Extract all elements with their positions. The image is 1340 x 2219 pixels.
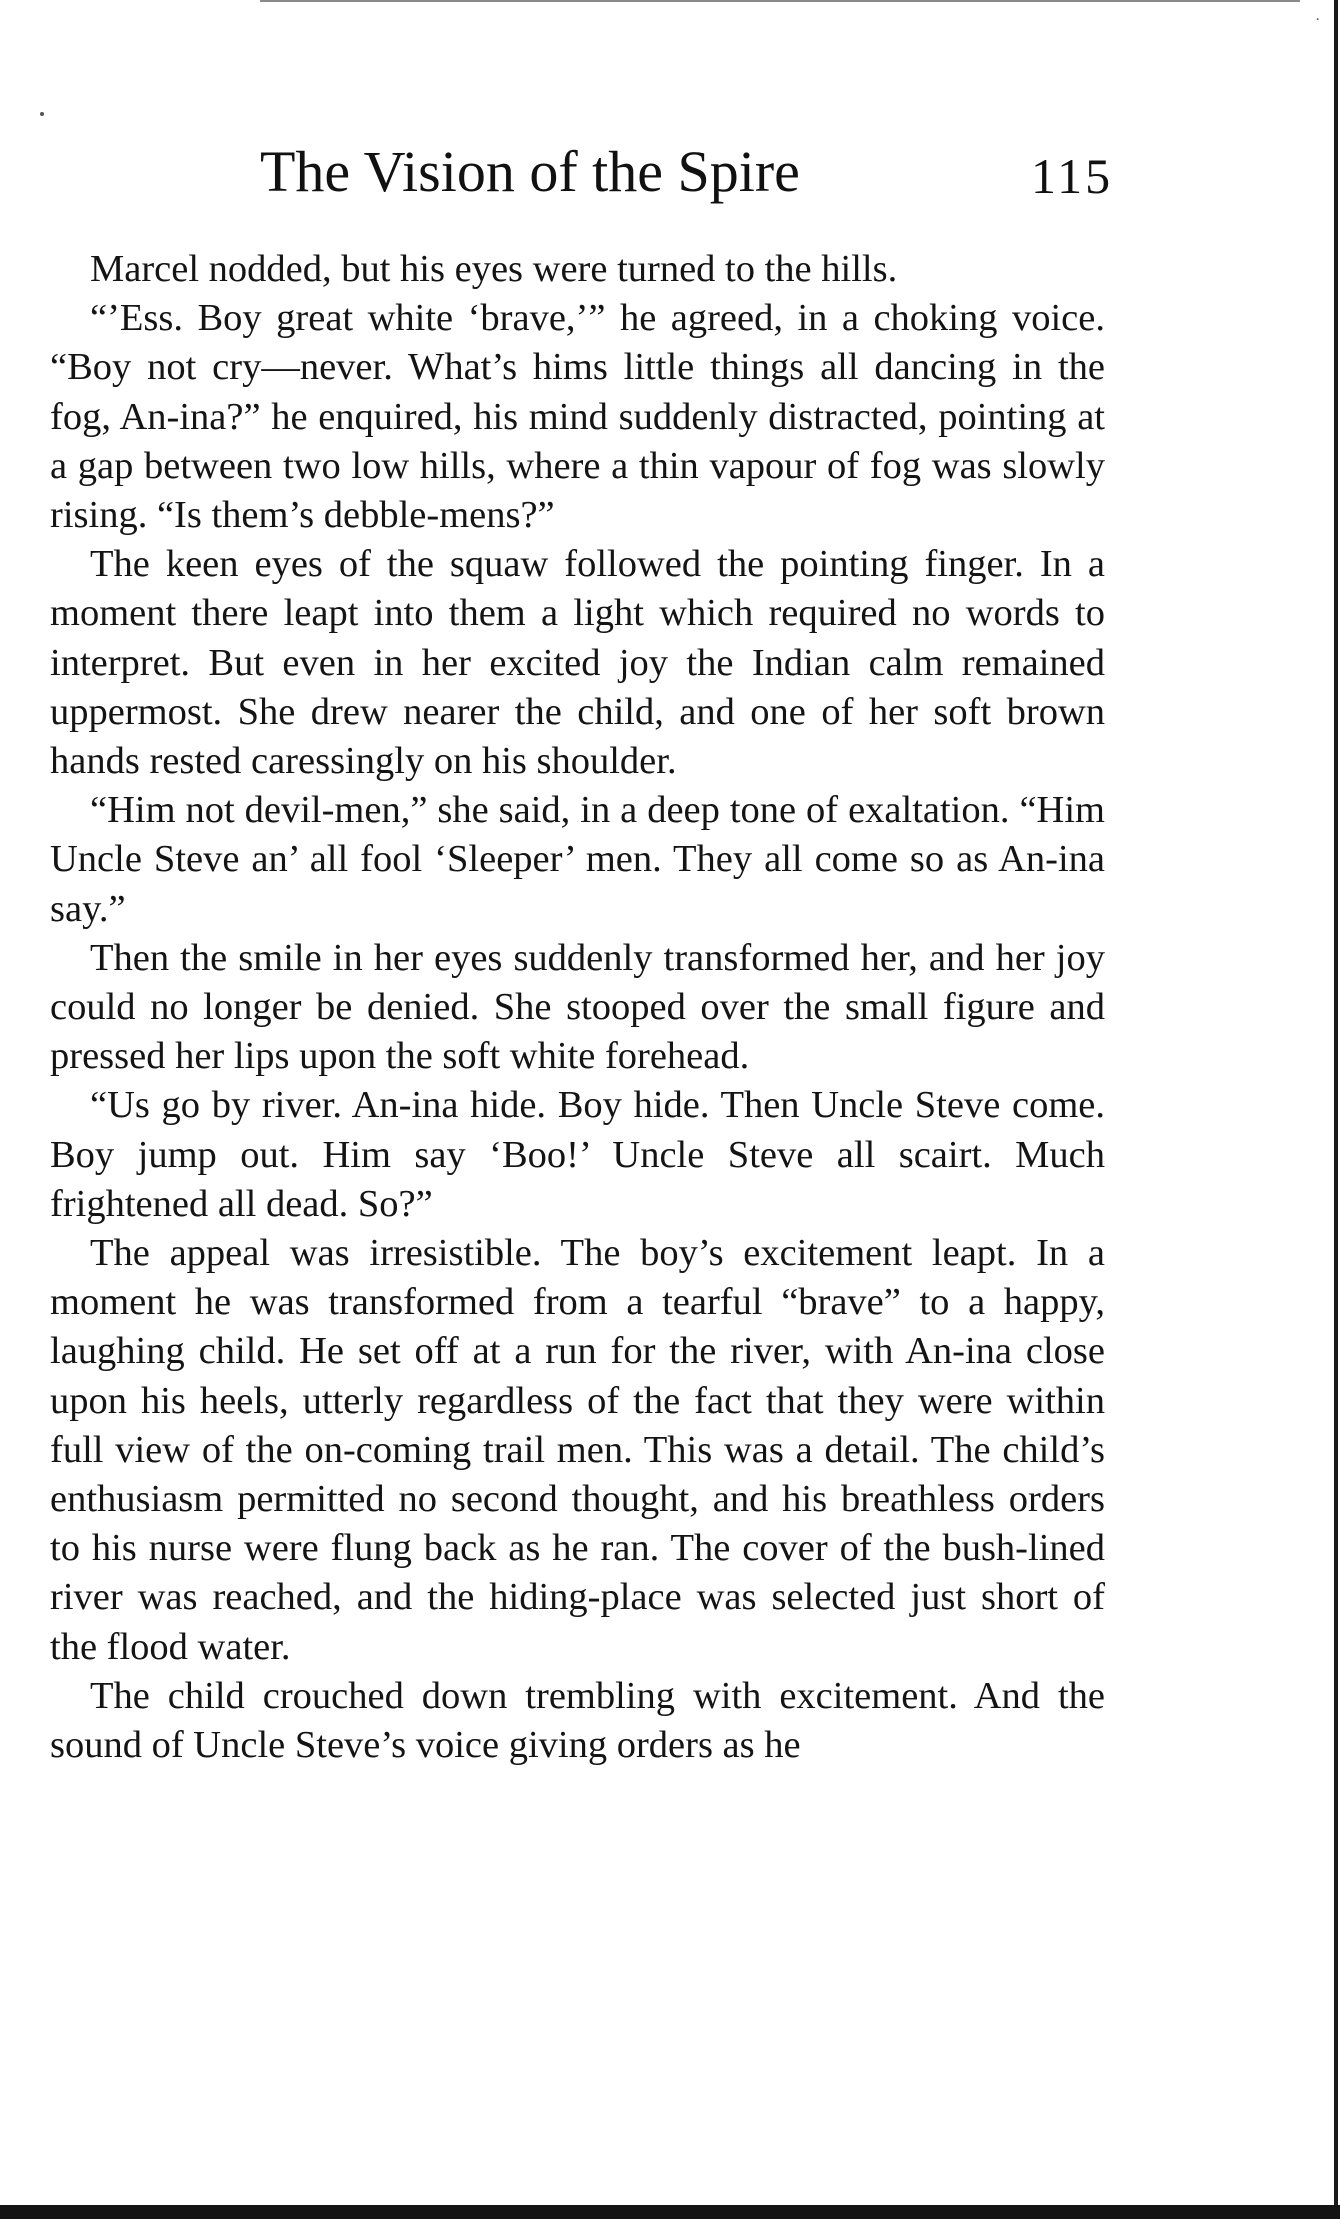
paragraph-8: The child crouched down trembling with excitement. And the sound of Uncle Steve’s voice giving orders as he xyxy=(50,1674,1105,1767)
scan-dot xyxy=(40,112,44,116)
page-bottom-edge xyxy=(0,2205,1340,2219)
paragraph-6: “Us go by river. An-ina hide. Boy hide. Then Uncle Steve come. Boy jump out. Him say ‘Boo!’ Uncle Steve all scairt. Much frightened all dead. So?” xyxy=(50,1084,1105,1225)
page-number: 115 xyxy=(1031,148,1114,204)
page-top-edge xyxy=(260,0,1300,2)
scan-speck: · xyxy=(1315,12,1320,28)
paragraph-2: “’Ess. Boy great white ‘brave,’” he agreed, in a choking voice. “Boy not cry—never. What’s hims little things all dancing in the fog, An-ina?” he enquired, his mind suddenly distracted, pointing at a gap between two low hills, where a thin vapour of fog was slowly rising. “Is them’s debble-mens?” xyxy=(50,297,1105,537)
running-title: The Vision of the Spire xyxy=(260,139,800,204)
paragraph-3: The keen eyes of the squaw followed the pointing finger. In a moment there leapt into them a light which required no words to interpret. But even in her excited joy the Indian calm remained uppermost. She drew nearer the child, and one of her soft brown hands rested caressingly on his shoulder. xyxy=(50,543,1105,783)
paragraph-4: “Him not devil-men,” she said, in a deep tone of exaltation. “Him Uncle Steve an’ all fool ‘Sleeper’ men. They all come so as An-ina say.” xyxy=(50,789,1105,930)
paragraph-7: The appeal was irresistible. The boy’s excitement leapt. In a moment he was transformed from a tearful “brave” to a happy, laughing child. He set off at a run for the river, with An-ina close upon his heels, utterly regardless of the fact that they were within full view of the on-coming trail men. This was a detail. The child’s enthusiasm permitted no second thought, and his breathless orders to his nurse were flung back as he ran. The cover of the bush-lined river was reached, and the hiding-place was selected just short of the flood water. xyxy=(50,1232,1105,1668)
paragraph-1: Marcel nodded, but his eyes were turned to the hills. xyxy=(90,248,898,290)
paragraph-5: Then the smile in her eyes suddenly transformed her, and her joy could no longer be denied. She stooped over the small figure and pressed her lips upon the soft white forehead. xyxy=(50,936,1105,1078)
page-right-edge xyxy=(1334,0,1338,2219)
page-header xyxy=(50,128,1114,208)
body-text xyxy=(50,245,1105,1770)
